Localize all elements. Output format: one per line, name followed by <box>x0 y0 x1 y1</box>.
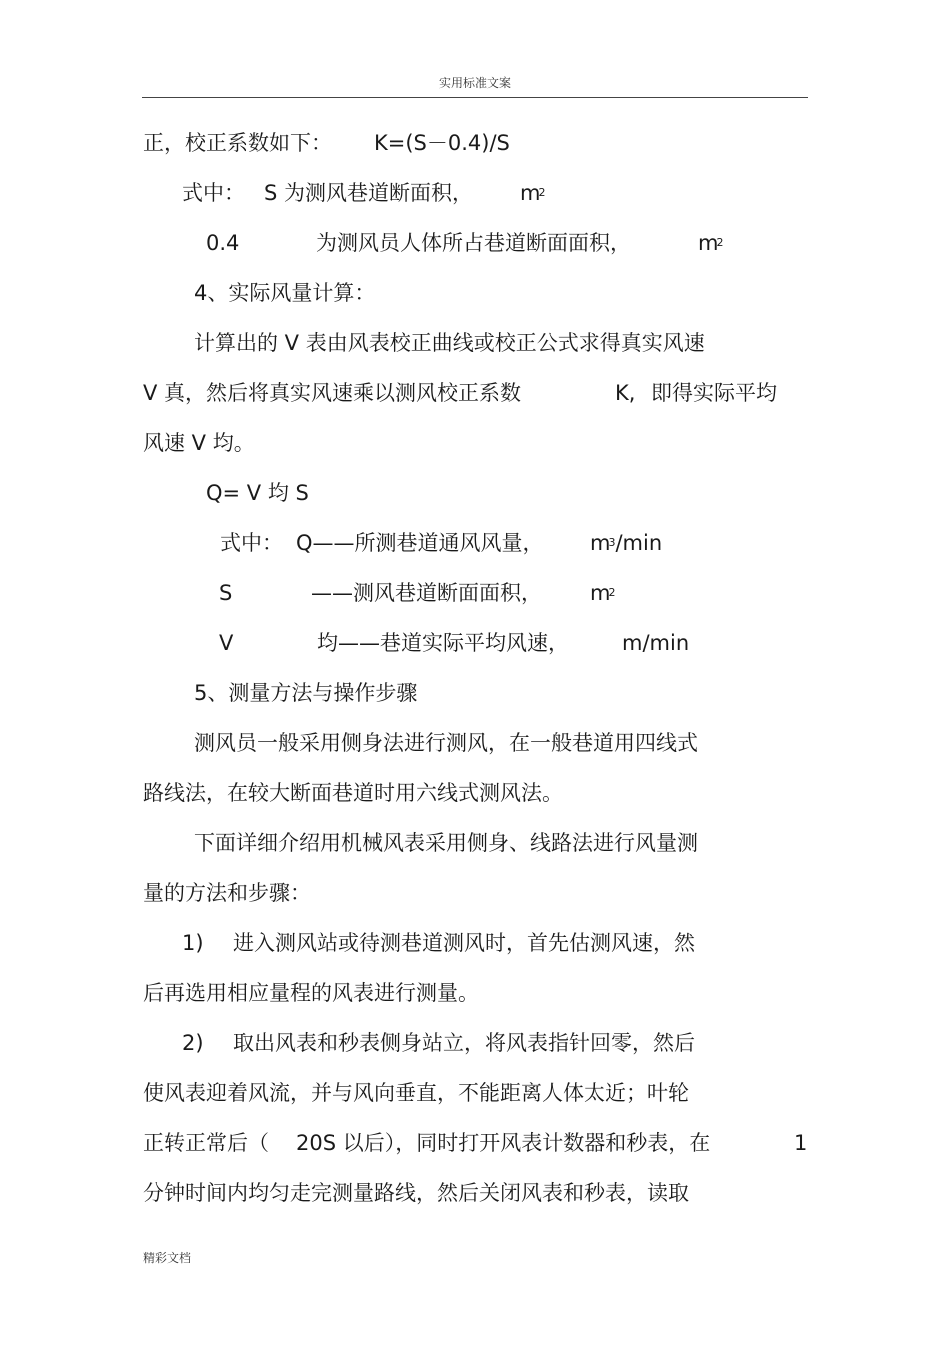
text-line: 20S 以后），同时打开风表计数器和秒表，在 <box>296 1131 711 1155</box>
text-line: 为测风员人体所占巷道断面面积， <box>316 231 631 255</box>
text-line: Q——所测巷道通风风量， <box>296 531 544 555</box>
section-heading: 4、实际风量计算： <box>194 281 376 305</box>
text-line: 1 <box>794 1131 808 1155</box>
text-line: S <box>219 581 233 605</box>
formula: K=(S－0.4)/S <box>374 131 510 155</box>
text-line: 风速 V 均。 <box>143 431 255 455</box>
unit: $m^2$ <box>590 581 616 605</box>
text-line: 式中： <box>182 181 245 205</box>
text-line: K, <box>615 381 636 405</box>
list-number: 1) <box>182 931 204 955</box>
header-divider <box>142 97 808 98</box>
text-line: 取出风表和秒表侧身站立，将风表指针回零，然后 <box>233 1031 695 1055</box>
formula: Q= V 均 S <box>206 481 309 505</box>
text-line: 使风表迎着风流，并与风向垂直，不能距离人体太近；叶轮 <box>143 1081 689 1105</box>
text-line: 0.4 <box>206 231 240 255</box>
page-footer: 精彩文档 <box>143 1251 192 1265</box>
unit: m/min <box>622 631 690 655</box>
unit: $m^3/\min$ <box>590 531 663 555</box>
section-heading: 5、测量方法与操作步骤 <box>194 681 418 705</box>
text-line: 后再选用相应量程的风表进行测量。 <box>143 981 479 1005</box>
text-line: 计算出的 V 表由风表校正曲线或校正公式求得真实风速 <box>194 331 705 355</box>
text-line: 下面详细介绍用机械风表采用侧身、线路法进行风量测 <box>194 831 698 855</box>
text-line: 正，校正系数如下： <box>143 131 332 155</box>
text-line: ——测风巷道断面面积， <box>311 581 542 605</box>
text-line: 量的方法和步骤： <box>143 881 311 905</box>
text-line: 式中： <box>220 531 283 555</box>
text-line: 路线法，在较大断面巷道时用六线式测风法。 <box>143 781 563 805</box>
text-line: 进入测风站或待测巷道测风时，首先估测风速，然 <box>233 931 695 955</box>
text-line: 分钟时间内均匀走完测量路线，然后关闭风表和秒表，读取 <box>143 1181 689 1205</box>
text-line: 测风员一般采用侧身法进行测风，在一般巷道用四线式 <box>194 731 698 755</box>
unit: $m^2$ <box>520 181 546 205</box>
unit: $m^2$ <box>698 231 724 255</box>
list-number: 2) <box>182 1031 204 1055</box>
text-line: V 真，然后将真实风速乘以测风校正系数 <box>143 381 522 405</box>
text-line: S 为测风巷道断面积， <box>264 181 474 205</box>
text-line: 即得实际平均 <box>651 381 777 405</box>
text-line: V <box>219 631 234 655</box>
text-line: 均——巷道实际平均风速， <box>317 631 569 655</box>
text-line: 正转正常后（ <box>143 1131 269 1155</box>
page-header: 实用标准文案 <box>438 76 511 90</box>
